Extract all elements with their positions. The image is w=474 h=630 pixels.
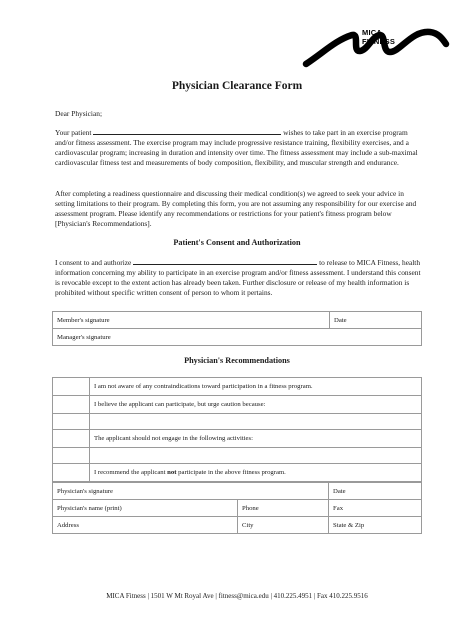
consent-heading: Patient's Consent and Authorization bbox=[173, 238, 301, 247]
authorized-party-field[interactable] bbox=[133, 258, 317, 265]
physician-fax-field[interactable]: Fax bbox=[329, 500, 422, 517]
member-signature-field[interactable]: Member's signature bbox=[53, 312, 330, 329]
greeting: Dear Physician; bbox=[55, 109, 102, 118]
after-paragraph: After completing a readiness questionnaire and discussing their medical condition(s) we agreed to seek your advice in setting limitations to their program. By completing this form, you are not assuming any responsibility for our exercise and assessment program. Please identify any recommendations or restrictions for your patient's fitness program below [Physician's Recommendations]. bbox=[55, 189, 417, 228]
option4-label: I recommend the applicant not participate in the above fitness program. bbox=[90, 464, 422, 482]
option3-label: The applicant should not engage in the following activities: bbox=[90, 430, 422, 448]
option2-label: I believe the applicant can participate, but urge caution because: bbox=[90, 396, 422, 414]
option2-details-field[interactable] bbox=[90, 414, 422, 430]
physician-address-field[interactable]: Address bbox=[53, 517, 238, 534]
option2-checkbox[interactable] bbox=[53, 396, 90, 414]
physician-name-field[interactable]: Physician's name (print) bbox=[53, 500, 238, 517]
option3-details-field[interactable] bbox=[90, 448, 422, 464]
logo-wordmark: MICA FITNESS bbox=[362, 28, 396, 46]
option1-checkbox[interactable] bbox=[53, 378, 90, 396]
option4-checkbox[interactable] bbox=[53, 464, 90, 482]
physician-phone-field[interactable]: Phone bbox=[238, 500, 329, 517]
option3-blank-cell bbox=[53, 448, 90, 464]
manager-signature-field[interactable]: Manager's signature bbox=[53, 329, 422, 346]
physician-table bbox=[52, 482, 422, 534]
recommendations-table bbox=[52, 377, 422, 482]
footer-contact: MICA Fitness | 1501 W Mt Royal Ave | fitness@mica.edu | 410.225.4951 | Fax 410.225.9516 bbox=[106, 592, 368, 600]
physician-date-field[interactable]: Date bbox=[329, 483, 422, 500]
member-date-field[interactable]: Date bbox=[330, 312, 422, 329]
recommendations-heading: Physician's Recommendations bbox=[184, 356, 290, 365]
physician-signature-field[interactable]: Physician's signature bbox=[53, 483, 329, 500]
patient-name-field[interactable] bbox=[93, 128, 281, 135]
option2-blank-cell bbox=[53, 414, 90, 430]
signature-table bbox=[52, 311, 422, 346]
physician-state-zip-field[interactable]: State & Zip bbox=[329, 517, 422, 534]
intro-paragraph: Your patient wishes to take part in an exercise program and/or fitness assessment. The exercise program may include progressive resistance training, flexibility exercises, and a cardiovascular program; increasing in duration and intensity over time. The fitness assessment may include a sub-maximal cardiovascular fitness test and measurements of body composition, flexibility, and muscular strength and endurance. bbox=[55, 128, 418, 167]
consent-paragraph: I consent to and authorize to release to MICA Fitness, health information concerning my ability to participate in an exercise program and/or fitness assessment. I understand this consent is revocable except to the extent action has already been taken. Further disclosure or release of my health information is prohibited without specific written consent of person to whom it pertains. bbox=[55, 258, 421, 297]
physician-city-field[interactable]: City bbox=[238, 517, 329, 534]
form-title: Physician Clearance Form bbox=[171, 80, 303, 92]
option3-checkbox[interactable] bbox=[53, 430, 90, 448]
option1-label: I am not aware of any contraindications toward participation in a fitness program. bbox=[90, 378, 422, 396]
